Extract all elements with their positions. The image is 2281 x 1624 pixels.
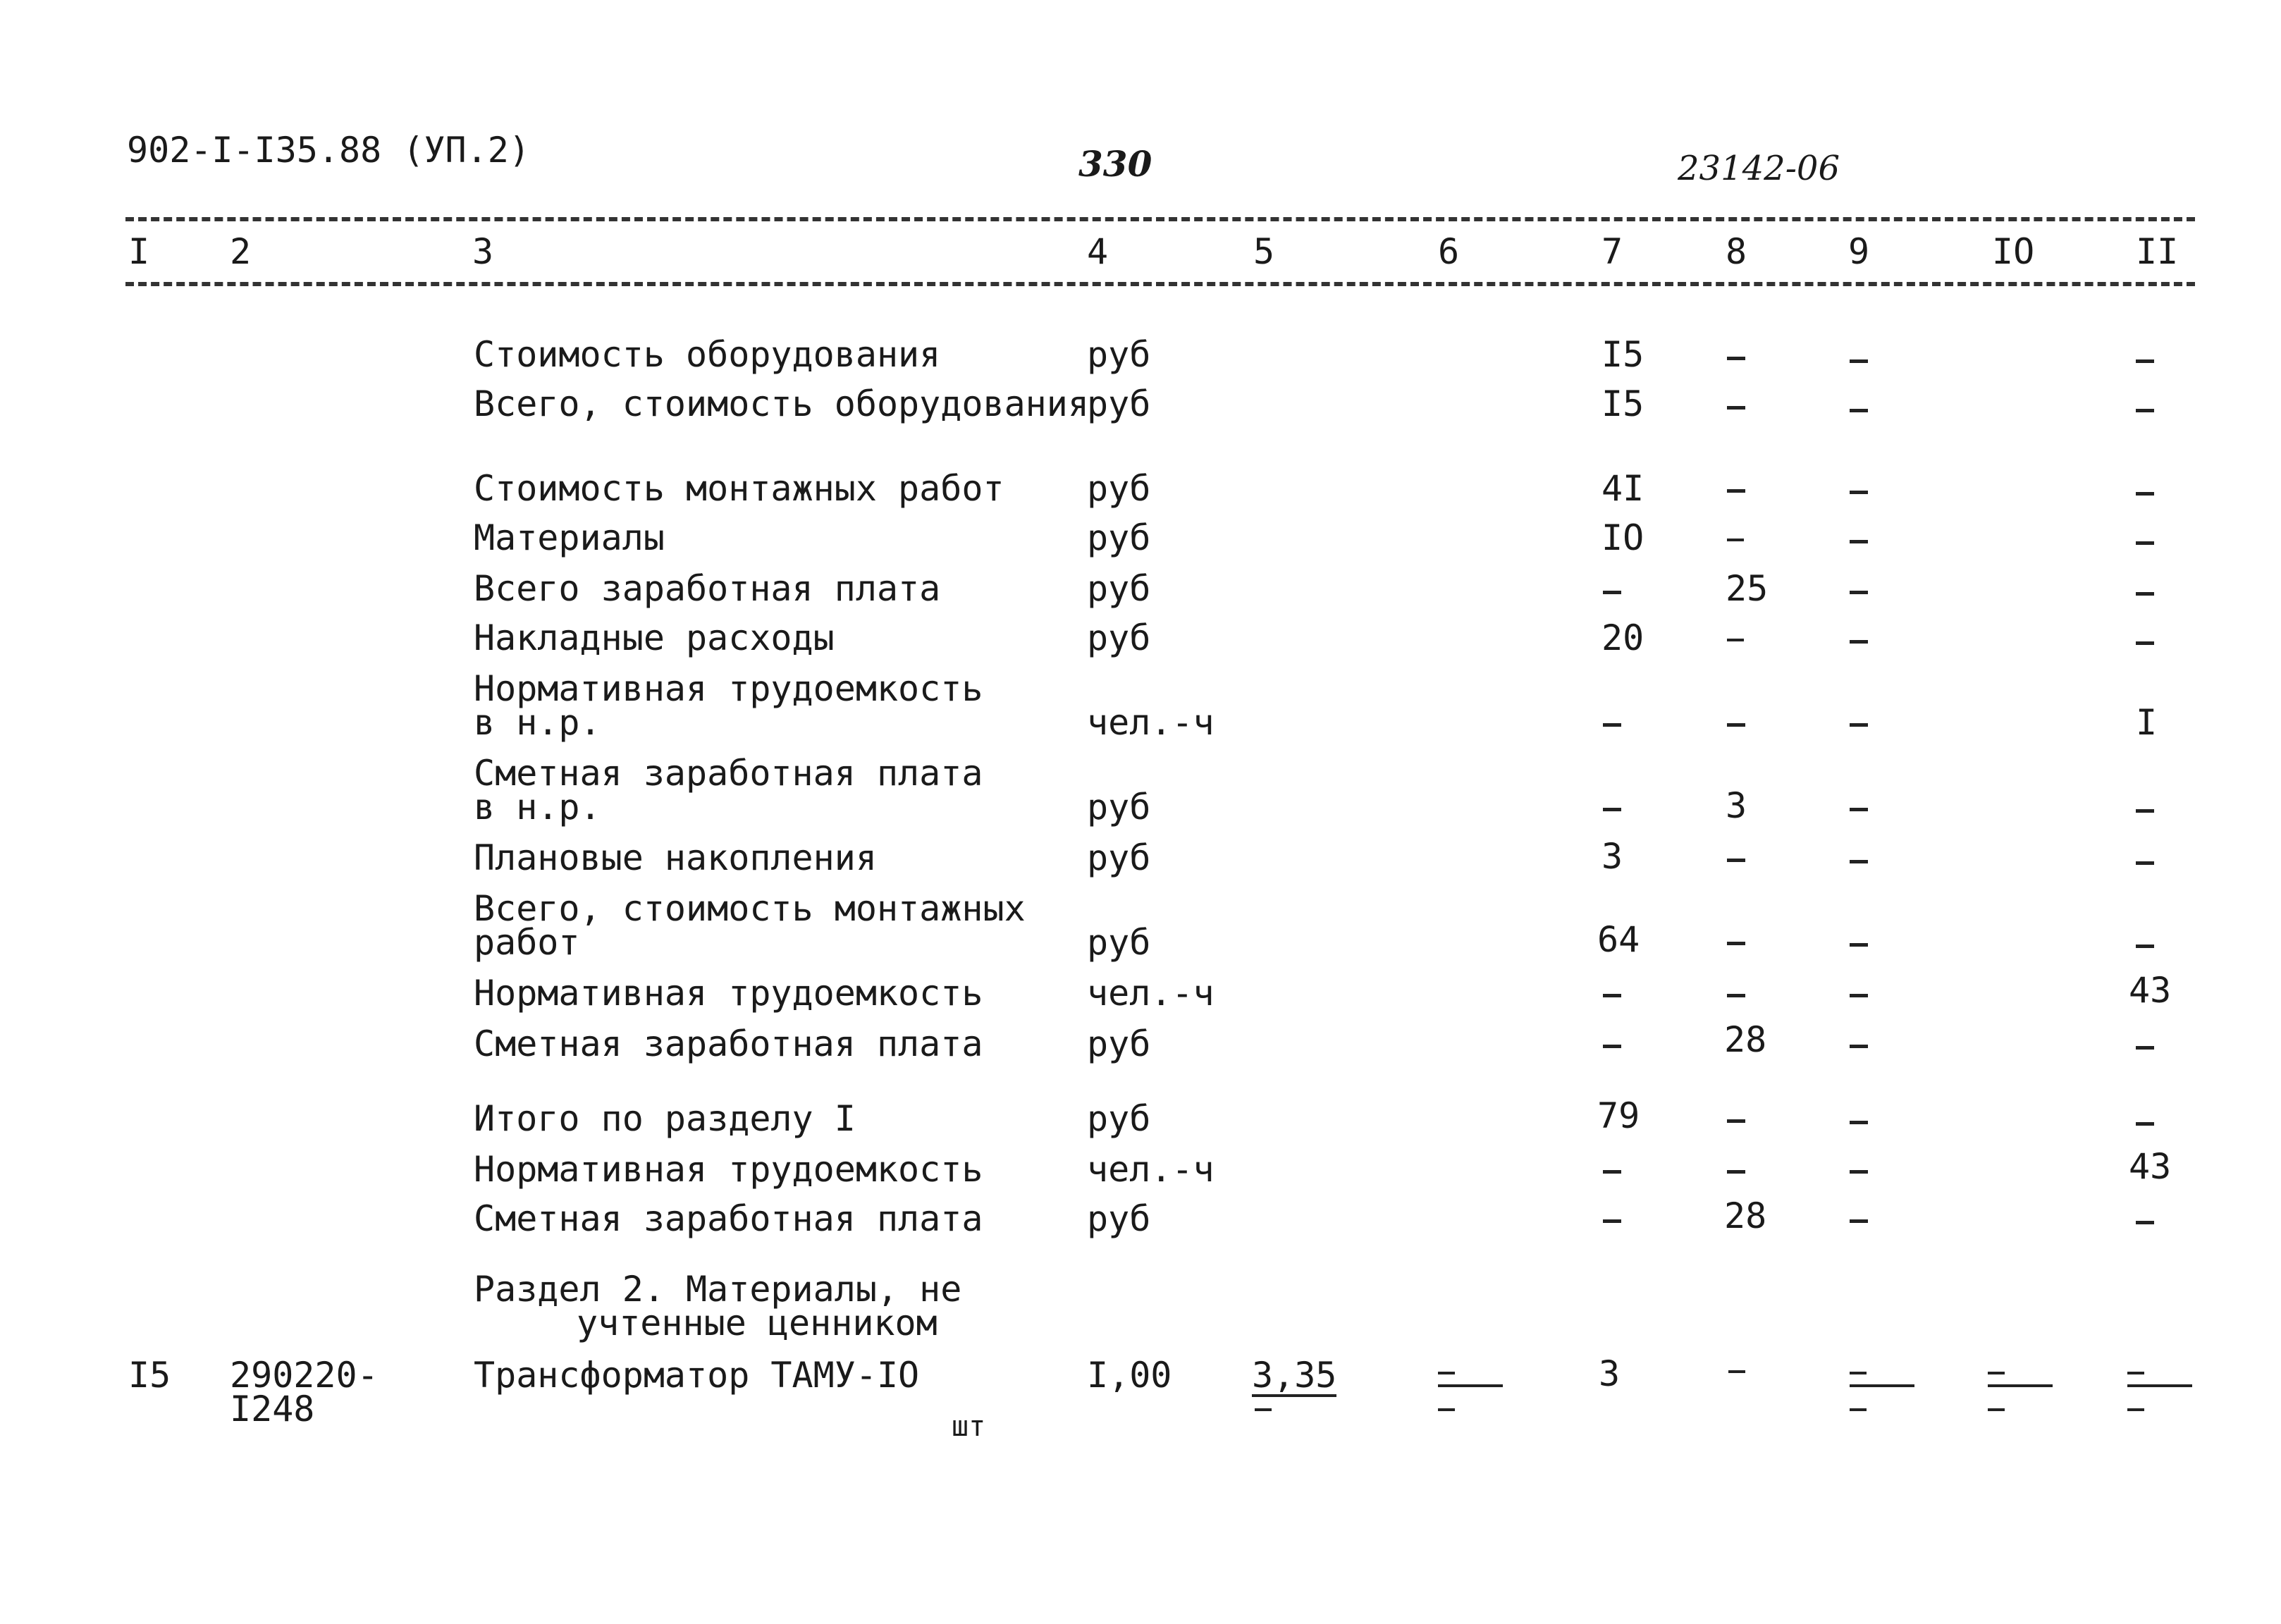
cell-col9-dash	[1850, 1121, 1868, 1124]
document-code: 902-I-I35.88 (УП.2)	[127, 130, 530, 171]
item-col8-dash	[1728, 1370, 1745, 1373]
row-unit: руб	[1087, 468, 1151, 509]
section-title-cont: учтенные ценником	[577, 1303, 937, 1343]
cell-col7: I5	[1601, 334, 1644, 375]
column-header: 9	[1848, 231, 1870, 272]
row-unit: руб	[1087, 517, 1151, 558]
row-unit: руб	[1087, 568, 1151, 609]
fraction-dash	[2127, 1408, 2144, 1411]
row-unit: руб	[1087, 334, 1151, 375]
cell-col11-dash	[2136, 861, 2154, 865]
fraction-rule	[1850, 1384, 1914, 1387]
column-header: 2	[230, 231, 252, 272]
row-unit: руб	[1087, 1023, 1151, 1064]
cell-col8-dash	[1727, 1119, 1745, 1123]
cell-col9-dash	[1850, 491, 1868, 494]
cell-col8-dash	[1727, 723, 1745, 727]
column-header: 7	[1601, 231, 1623, 272]
row-label-cont: в н.р.	[474, 702, 601, 743]
cell-col9-dash	[1850, 359, 1868, 363]
cell-col11-dash	[2136, 1221, 2154, 1224]
column-header: 6	[1438, 231, 1460, 272]
cell-col9-dash	[1850, 994, 1868, 997]
cell-col8-dash	[1727, 489, 1745, 493]
column-header: 8	[1726, 231, 1747, 272]
fraction-rule	[1438, 1384, 1503, 1387]
cell-col11-dash	[2136, 592, 2154, 596]
section-title: Раздел 2. Материалы, не	[474, 1269, 962, 1310]
item-code-cont: I248	[230, 1389, 315, 1429]
row-unit: чел.-ч	[1087, 973, 1215, 1014]
row-label: Плановые накопления	[474, 837, 877, 878]
row-label: Нормативная трудоемкость	[474, 668, 983, 709]
cell-col8-dash	[1727, 994, 1745, 997]
row-label: Накладные расходы	[474, 617, 835, 658]
row-label: Стоимость монтажных работ	[474, 468, 1004, 509]
cell-col9-dash	[1850, 591, 1868, 594]
cell-col9-dash	[1850, 409, 1868, 412]
row-unit: чел.-ч	[1087, 702, 1215, 743]
row-label: Материалы	[474, 517, 665, 558]
cell-col11-dash	[2136, 541, 2154, 545]
cell-col7: 20	[1601, 617, 1644, 658]
row-label: Всего, стоимость монтажных	[474, 888, 1026, 929]
row-unit: руб	[1087, 837, 1151, 878]
fraction-dash	[1850, 1408, 1867, 1411]
row-label-cont: в н.р.	[474, 787, 601, 828]
cell-col11-dash	[2136, 945, 2154, 948]
cell-col9-dash	[1850, 1045, 1868, 1048]
row-unit: руб	[1087, 383, 1151, 424]
cell-col11-dash	[2136, 641, 2154, 645]
cell-col7-dash	[1603, 1045, 1621, 1048]
row-unit: руб	[1087, 617, 1151, 658]
reference-number: 23142-06	[1678, 149, 1840, 188]
cell-col7-dash	[1603, 1219, 1621, 1223]
cell-col7-dash	[1603, 591, 1621, 594]
column-header: 4	[1087, 231, 1109, 272]
row-label: Всего, стоимость оборудования	[474, 383, 1089, 424]
column-header: 5	[1253, 231, 1275, 272]
cell-col8: 25	[1726, 568, 1769, 609]
cell-col9-dash	[1850, 1219, 1868, 1223]
row-unit: чел.-ч	[1087, 1149, 1215, 1190]
item-quantity: I,00	[1087, 1355, 1172, 1396]
row-unit: руб	[1087, 787, 1151, 828]
item-number: I5	[128, 1355, 171, 1396]
cell-col11-dash	[2136, 809, 2154, 813]
cell-col11-dash	[2136, 492, 2154, 496]
cell-col11-dash	[2136, 359, 2154, 363]
cell-col9-dash	[1850, 723, 1868, 727]
row-label: Нормативная трудоемкость	[474, 1149, 983, 1190]
row-unit: руб	[1087, 1198, 1151, 1239]
fraction-rule	[2127, 1384, 2192, 1387]
cell-col7-dash	[1603, 1170, 1621, 1174]
item-name: Трансформатор ТАМУ-IO	[474, 1355, 920, 1396]
row-label: Стоимость оборудования	[474, 334, 941, 375]
fraction-rule	[1988, 1384, 2053, 1387]
header-top-rule	[125, 217, 2195, 221]
column-header: II	[2136, 231, 2179, 272]
cell-col7: 4I	[1601, 468, 1644, 509]
cell-col8: 3	[1726, 785, 1747, 826]
column-header: IO	[1992, 231, 2035, 272]
item-code: 290220-	[230, 1355, 379, 1396]
row-label-cont: работ	[474, 922, 580, 963]
cell-col8: 28	[1724, 1019, 1767, 1060]
cell-col9-dash	[1850, 1170, 1868, 1174]
cell-col9-dash	[1850, 860, 1868, 863]
cell-col9-dash	[1850, 540, 1868, 543]
item-price-dash	[1255, 1408, 1272, 1411]
row-label: Всего заработная плата	[474, 568, 941, 609]
fraction-dash	[1988, 1408, 2005, 1411]
cell-col11-dash	[2136, 1122, 2154, 1126]
cell-col7-dash	[1603, 808, 1621, 811]
row-unit: руб	[1087, 1098, 1151, 1139]
cell-col8-dash	[1727, 1170, 1745, 1174]
fraction-dash	[1438, 1372, 1455, 1374]
cell-col9-dash	[1850, 640, 1868, 644]
item-col7: 3	[1599, 1353, 1621, 1394]
cell-col11-dash	[2136, 409, 2154, 412]
item-price: 3,35	[1252, 1355, 1337, 1396]
cell-col11: 43	[2129, 970, 2172, 1011]
fraction-dash	[1850, 1372, 1867, 1374]
header-bottom-rule	[125, 282, 2195, 286]
cell-col7: IO	[1601, 517, 1644, 558]
fraction-dash	[1988, 1372, 2005, 1374]
row-label: Сметная заработная плата	[474, 753, 983, 794]
cell-col11: I	[2136, 702, 2158, 743]
row-label: Нормативная трудоемкость	[474, 973, 983, 1014]
row-label: Сметная заработная плата	[474, 1023, 983, 1064]
cell-col7-dash	[1603, 994, 1621, 997]
cell-col7: 79	[1597, 1095, 1640, 1136]
cell-col11: 43	[2129, 1146, 2172, 1187]
column-header: I	[128, 231, 150, 272]
column-header: 3	[472, 231, 494, 272]
cell-col8-dash	[1727, 639, 1744, 641]
cell-col8-dash	[1727, 942, 1745, 945]
row-label: Сметная заработная плата	[474, 1198, 983, 1239]
cell-col7: 64	[1597, 919, 1640, 960]
cell-col9-dash	[1850, 943, 1868, 947]
row-label: Итого по разделу I	[474, 1098, 856, 1139]
cell-col8-dash	[1727, 859, 1745, 862]
cell-col8: 28	[1724, 1195, 1767, 1236]
fraction-dash	[1438, 1408, 1455, 1411]
cell-col8-dash	[1727, 406, 1745, 410]
cell-col11-dash	[2136, 1046, 2154, 1050]
fraction-dash	[2127, 1372, 2144, 1374]
cell-col9-dash	[1850, 808, 1868, 811]
item-unit: шт	[952, 1410, 986, 1443]
cell-col7-dash	[1603, 723, 1621, 727]
cell-col8-dash	[1727, 539, 1744, 541]
cell-col8-dash	[1727, 357, 1745, 360]
cell-col7: I5	[1601, 383, 1644, 424]
row-unit: руб	[1087, 922, 1151, 963]
cell-col7: 3	[1601, 836, 1623, 877]
page-number: 330	[1078, 143, 1152, 185]
